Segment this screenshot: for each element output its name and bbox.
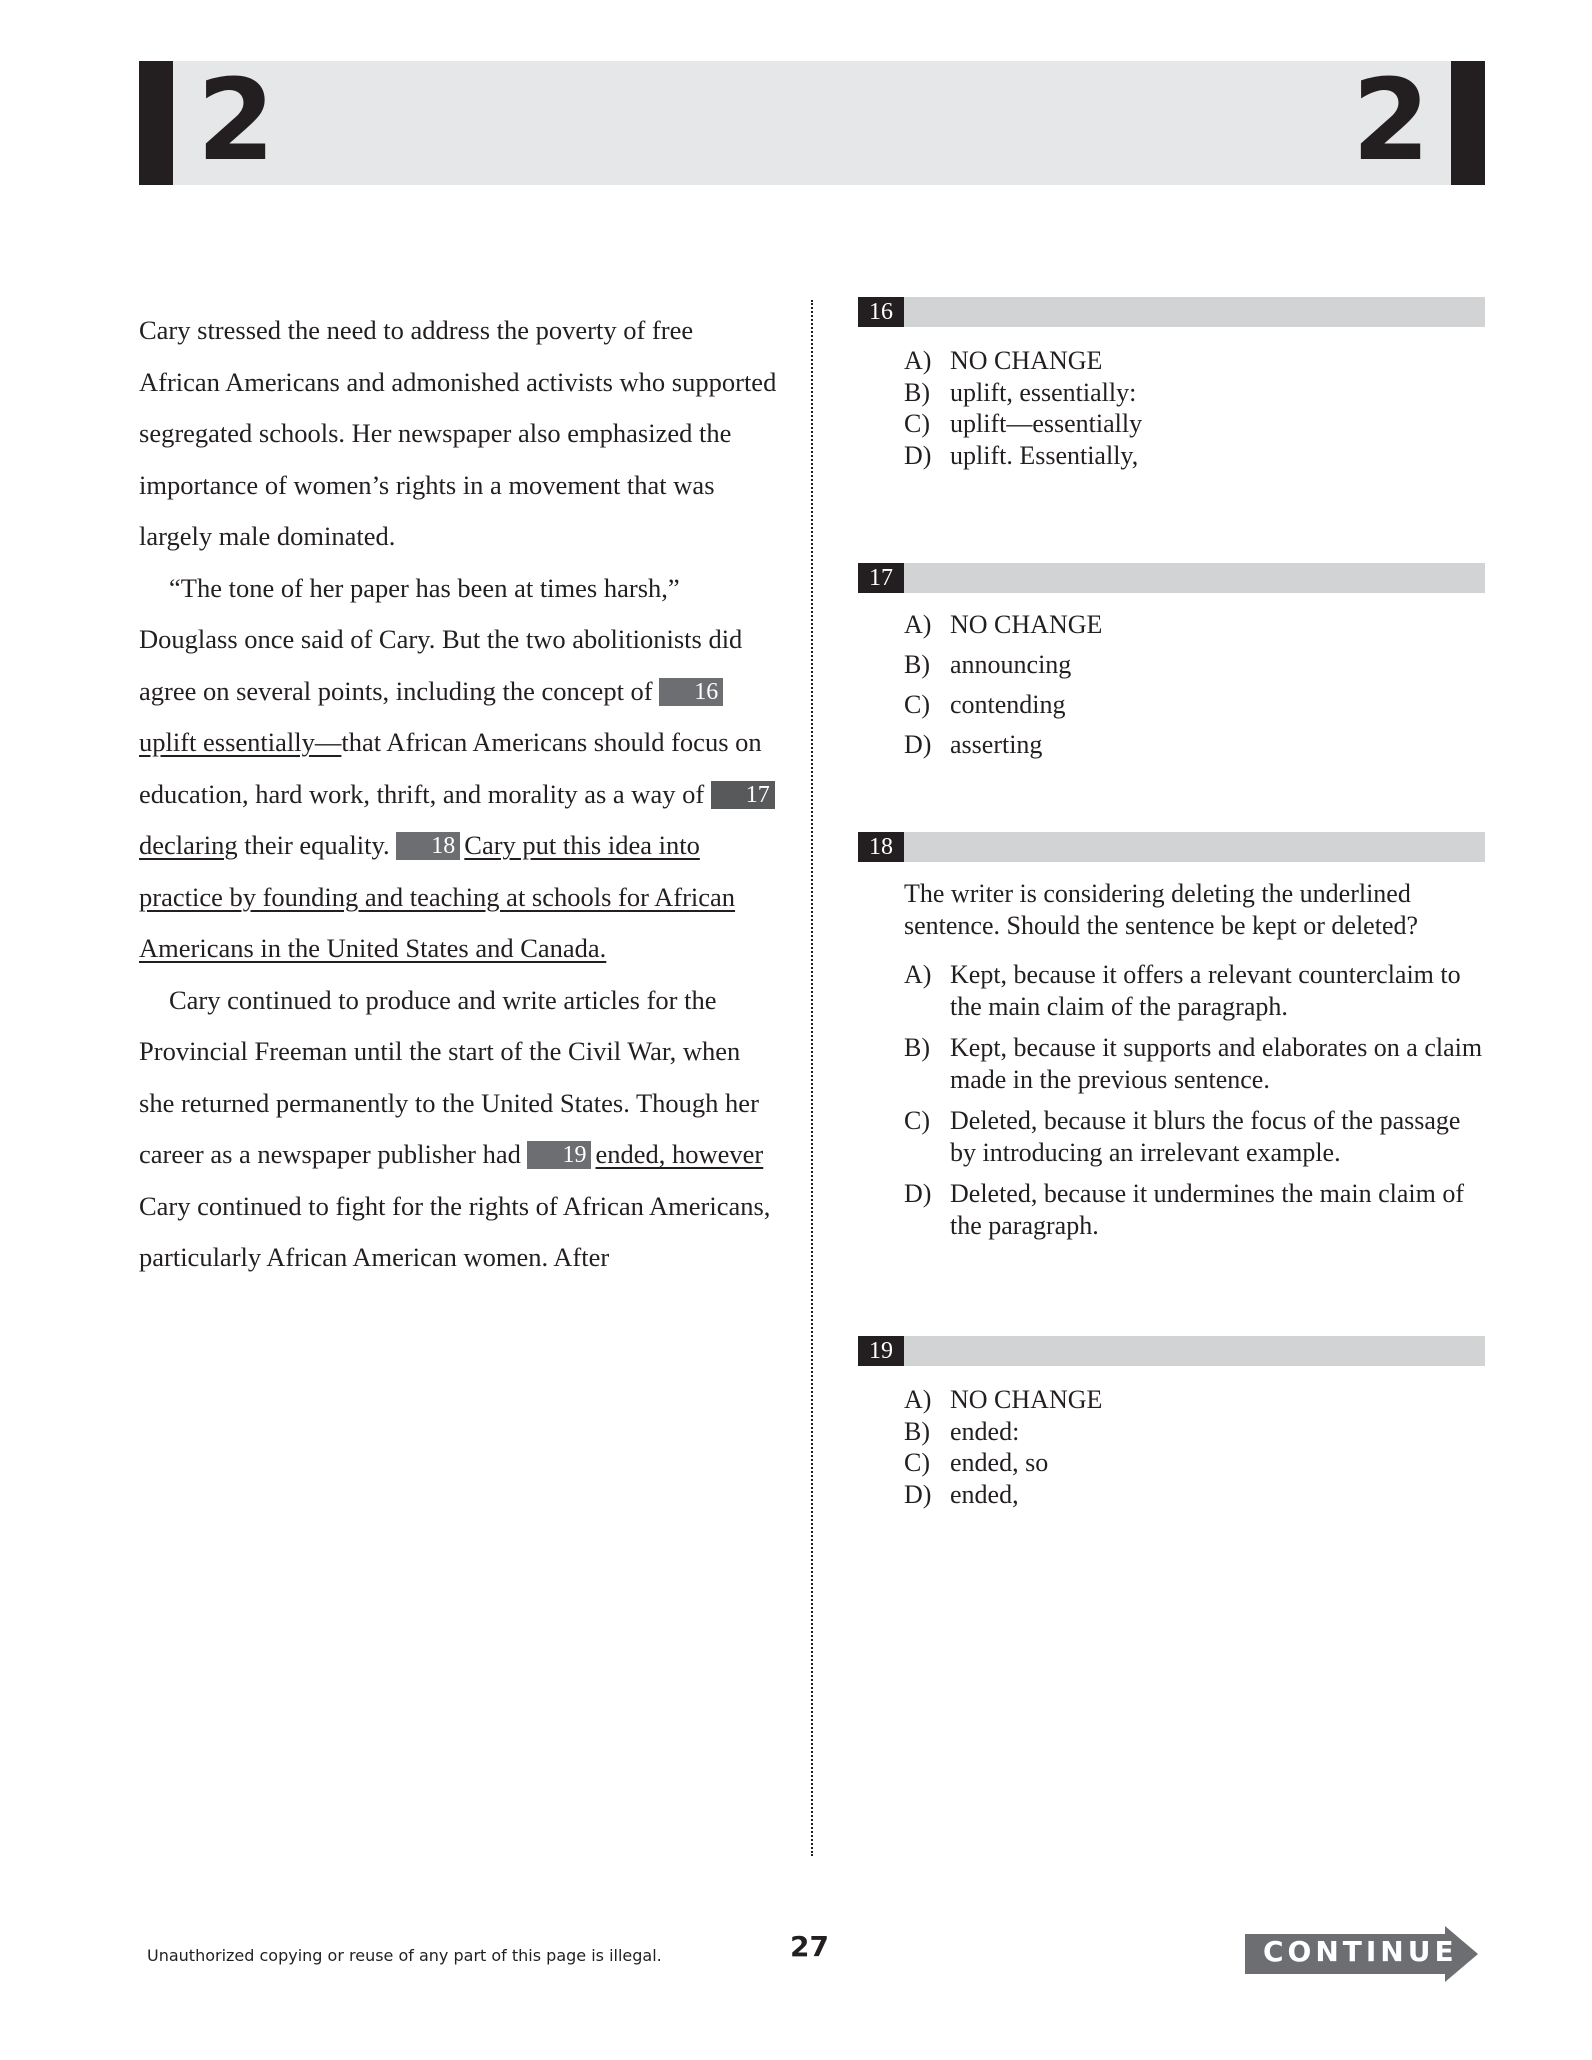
- option-text: NO CHANGE: [950, 610, 1103, 639]
- option-letter: D): [904, 1479, 932, 1509]
- option-letter: C): [904, 690, 930, 719]
- passage-paragraph-1: Cary stressed the need to address the poverty of free African Americans and admonished activists who supported segregated schools. Her newspaper also emphasized the importance of women’s rights in a movement that was largely male dominated.: [139, 315, 777, 551]
- option-letter: C): [904, 1448, 930, 1477]
- option-text: ended:: [950, 1416, 1020, 1446]
- option-text: uplift—essentially: [950, 409, 1143, 438]
- passage-text: Cary continued to fight for the rights of African Americans, particularly African American women. After: [139, 1190, 771, 1272]
- question-marker-16[interactable]: 16: [659, 678, 723, 706]
- option-text: announcing: [950, 650, 1072, 679]
- option-text: Kept, because it offers a relevant counterclaim to the main claim of the paragraph.: [950, 960, 1461, 1021]
- answer-option-a[interactable]: [904, 609, 1485, 640]
- question-number: 18: [858, 832, 904, 862]
- passage-paragraph-2: [139, 563, 779, 975]
- option-text: Deleted, because it blurs the focus of the passage by introducing an irrelevant example.: [950, 1106, 1461, 1167]
- answer-option-b[interactable]: [904, 1416, 1485, 1448]
- question-marker-19[interactable]: 19: [527, 1141, 591, 1169]
- option-text: uplift, essentially:: [950, 377, 1137, 407]
- option-text: NO CHANGE: [950, 1385, 1103, 1414]
- option-letter: B): [904, 1033, 930, 1062]
- answer-option-c[interactable]: [904, 408, 1485, 440]
- section-header-left-bar: [139, 61, 173, 185]
- answer-options: [904, 959, 1485, 1242]
- option-letter: C): [904, 1106, 930, 1135]
- question-16: [858, 297, 1485, 471]
- continue-button[interactable]: [1245, 1926, 1478, 1982]
- answer-option-a[interactable]: [904, 1384, 1485, 1416]
- answer-option-b[interactable]: [904, 377, 1485, 409]
- answer-option-b[interactable]: [904, 649, 1485, 680]
- option-text: ended, so: [950, 1448, 1049, 1477]
- question-number: 17: [858, 563, 904, 593]
- passage-text: “The tone of her paper has been at times harsh,” Douglass once said of Cary. But the two abolitionists did agree on several points, including the concept of: [139, 572, 743, 706]
- option-text: Kept, because it supports and elaborates on a claim made in the previous sentence.: [950, 1033, 1483, 1094]
- question-marker-17[interactable]: 17: [711, 781, 775, 809]
- column-divider: [811, 300, 813, 1856]
- underlined-text-18: Cary put this idea into practice by founding and teaching at schools for African Americans in the United States and Canada.: [139, 830, 736, 963]
- answer-option-d[interactable]: [904, 1178, 1485, 1242]
- question-header-bar: [858, 563, 1485, 593]
- question-header-bar: [858, 297, 1485, 327]
- question-17: [858, 563, 1485, 769]
- question-prompt: The writer is considering deleting the underlined sentence. Should the sentence be kept or deleted?: [904, 879, 1419, 940]
- option-text: uplift. Essentially,: [950, 440, 1139, 470]
- option-letter: A): [904, 1385, 932, 1414]
- answer-option-d[interactable]: [904, 1479, 1485, 1511]
- answer-options: [904, 345, 1485, 471]
- question-marker-18[interactable]: 18: [396, 832, 460, 860]
- option-letter: D): [904, 730, 932, 759]
- question-number: 19: [858, 1336, 904, 1366]
- passage-text: that African Americans should focus on education, hard work, thrift, and morality as a way of: [139, 727, 762, 809]
- option-letter: B): [904, 1416, 930, 1446]
- underlined-text-16: uplift essentially—: [139, 727, 342, 757]
- option-text: contending: [950, 690, 1066, 719]
- section-header-band: [139, 61, 1485, 185]
- option-text: Deleted, because it undermines the main claim of the paragraph.: [950, 1179, 1465, 1240]
- underlined-text-17: declaring: [139, 830, 238, 860]
- answer-option-b[interactable]: [904, 1032, 1485, 1096]
- underlined-text-19: ended, however: [595, 1139, 764, 1169]
- section-number-right: 2: [1352, 56, 1430, 186]
- answer-option-c[interactable]: [904, 1447, 1485, 1479]
- section-number-left: 2: [197, 56, 275, 186]
- question-header-bar: [858, 1336, 1485, 1366]
- option-letter: B): [904, 377, 930, 407]
- answer-option-c[interactable]: [904, 689, 1485, 720]
- option-letter: C): [904, 409, 930, 438]
- question-number: 16: [858, 297, 904, 327]
- answer-options: [904, 609, 1485, 760]
- question-header-bar: [858, 832, 1485, 862]
- option-letter: A): [904, 346, 932, 375]
- option-letter: D): [904, 1179, 932, 1208]
- reading-passage: [139, 305, 779, 1284]
- answer-option-a[interactable]: [904, 959, 1485, 1023]
- answer-option-a[interactable]: [904, 345, 1485, 377]
- option-letter: A): [904, 610, 932, 639]
- option-text: ended,: [950, 1479, 1019, 1509]
- answer-options: [904, 1384, 1485, 1510]
- question-18: [858, 832, 1485, 1251]
- answer-option-c[interactable]: [904, 1105, 1485, 1169]
- passage-paragraph-3: [139, 975, 779, 1284]
- question-19: [858, 1336, 1485, 1510]
- passage-text: their equality.: [244, 830, 390, 860]
- copyright-notice: Unauthorized copying or reuse of any part of this page is illegal.: [147, 1946, 662, 1965]
- answer-option-d[interactable]: [904, 440, 1485, 472]
- page-number: 27: [790, 1930, 829, 1963]
- section-header-right-bar: [1451, 61, 1485, 185]
- option-letter: B): [904, 650, 930, 679]
- option-letter: D): [904, 440, 932, 470]
- passage-text: Cary continued to produce and write articles for the Provincial Freeman until the start of the Civil War, when she returned permanently to the United States. Though her career as a newspaper publisher had: [139, 984, 759, 1169]
- option-text: asserting: [950, 730, 1043, 759]
- answer-option-d[interactable]: [904, 729, 1485, 760]
- option-text: NO CHANGE: [950, 346, 1103, 375]
- option-letter: A): [904, 960, 932, 989]
- continue-label: CONTINUE: [1263, 1935, 1458, 1968]
